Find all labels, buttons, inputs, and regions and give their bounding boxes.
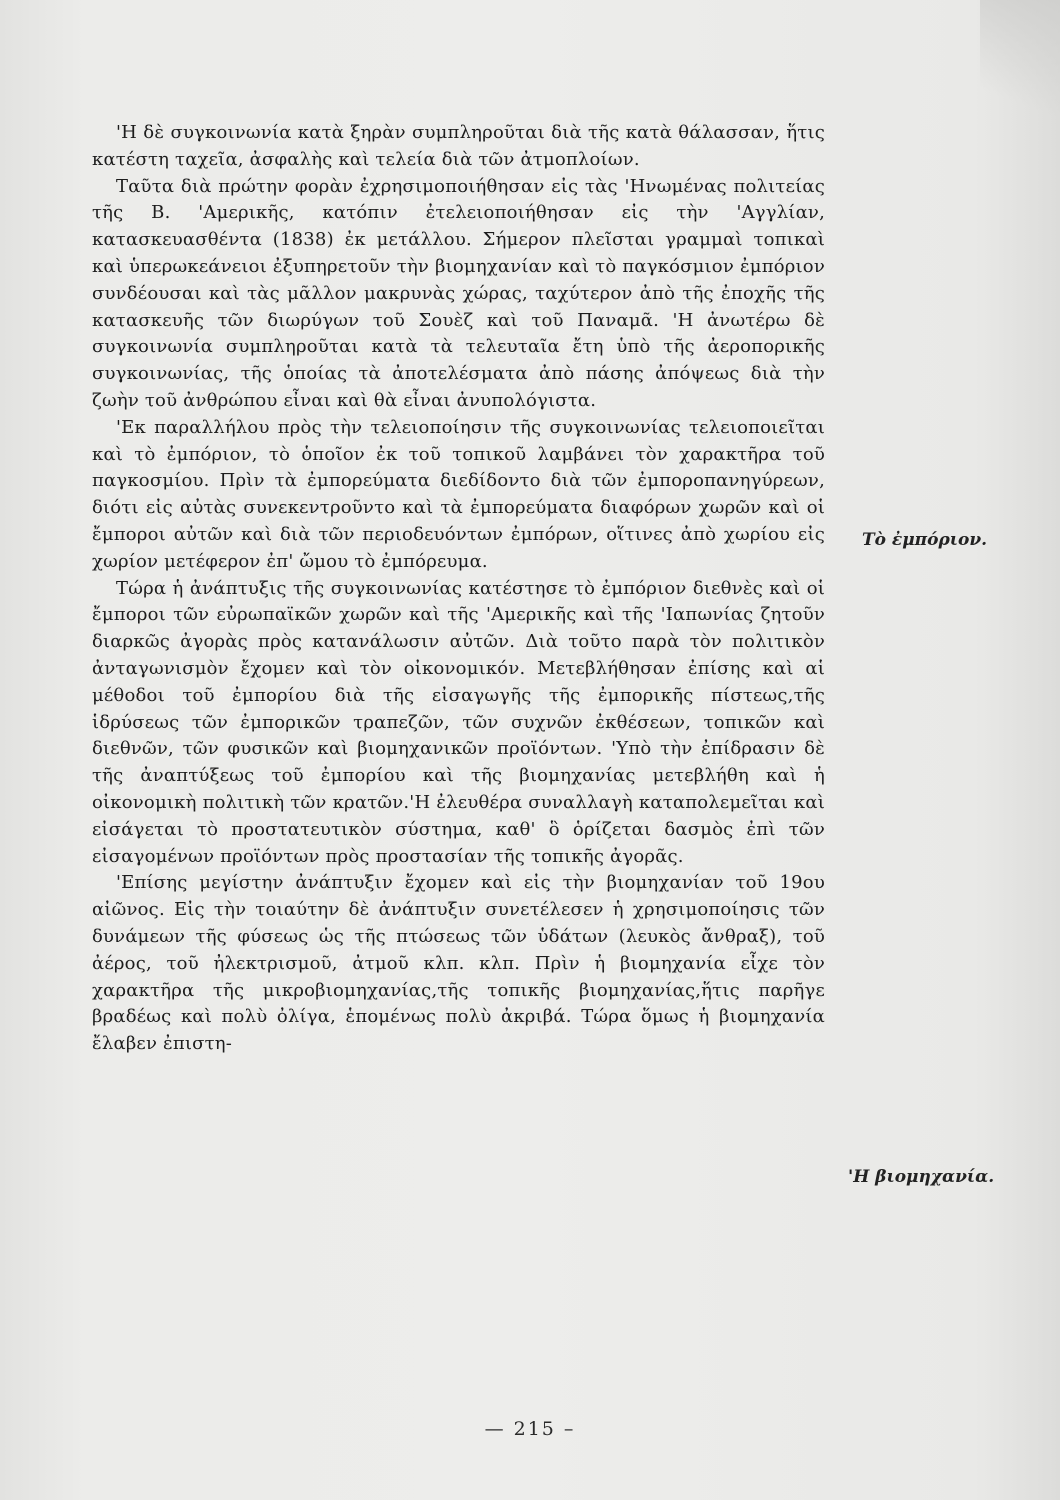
- paragraph-land-sea-communication: 'Η δὲ συγκοινωνία κατὰ ξηρὰν συμπληροῦται διὰ τῆς κατὰ θάλασσαν, ἥτις κατέστη ταχεῖα, ἀσφαλὴς καὶ τελεία διὰ τῶν ἀτμοπλοίων.: [92, 122, 825, 170]
- paragraph-steamships: Ταῦτα διὰ πρώτην φορὰν ἐχρησιμοποιήθησαν εἰς τὰς 'Ηνωμένας πολιτείας τῆς Β. 'Αμερικῆς, κατόπιν ἐτελειοποιήθησαν εἰς τὴν 'Αγγλίαν, κατασκευασθέντα (1838) ἐκ μετάλλου. Σήμερον πλεῖσται γραμμαὶ τοπικαὶ καὶ ὑπερωκεάνειοι ἐξυπηρετοῦν τὴν βιομηχανίαν καὶ τὸ παγκόσμιον ἐμπόριον συνδέουσαι καὶ τὰς μᾶλλον μακρυνὰς χώρας, ταχύτερον ἀπὸ τῆς ἐποχῆς τῆς κατασκευῆς τῶν διωρύγων τοῦ Σουὲζ καὶ τοῦ Παναμᾶ. 'Η ἀνωτέρω δὲ συγκοινωνία συμπληροῦται κατὰ τὰ τελευταῖα ἔτη ὑπὸ τῆς ἀεροπορικῆς συγκοινωνίας, τῆς ὁποίας τὰ ἀποτελέσματα ἀπὸ πάσης ἀπόψεως διὰ τὴν ζωὴν τοῦ ἀνθρώπου εἶναι καὶ θὰ εἶναι ἀνυπολόγιστα.: [92, 175, 825, 411]
- paragraph-international-trade: Τώρα ἡ ἀνάπτυξις τῆς συγκοινωνίας κατέστησε τὸ ἐμπόριον διεθνὲς καὶ οἱ ἔμποροι τῶν εὐρωπαϊκῶν χωρῶν καὶ τῆς 'Αμερικῆς καὶ τῆς 'Ιαπωνίας ζητοῦν διαρκῶς ἀγορὰς πρὸς κατανάλωσιν αὐτῶν. Διὰ τοῦτο παρὰ τὸν πολιτικὸν ἀνταγωνισμὸν ἔχομεν καὶ τὸν οἰκονομικόν. Μετεβλήθησαν ἐπίσης καὶ αἱ μέθοδοι τοῦ ἐμπορίου διὰ τῆς εἰσαγωγῆς τῆς ἐμπορικῆς πίστεως,τῆς ἱδρύσεως τῶν ἐμπορικῶν τραπεζῶν, τῶν συχνῶν ἐκθέσεων, τοπικῶν καὶ διεθνῶν, τῶν φυσικῶν καὶ βιομηχανικῶν προϊόντων. 'Υπὸ τὴν ἐπίδρασιν δὲ τῆς ἀναπτύξεως τοῦ ἐμπορίου καὶ τῆς βιομηχανίας μετεβλήθη καὶ ἡ οἰκονομικὴ πολιτικὴ τῶν κρατῶν.'Η ἐλευθέρα συναλλαγὴ καταπολεμεῖται καὶ εἰσάγεται τὸ προστατευτικὸν σύστημα, καθ' ὃ ὁρίζεται δασμὸς ἐπὶ τῶν εἰσαγομένων προϊόντων πρὸς προστασίαν τῆς τοπικῆς ἀγορᾶς.: [92, 577, 825, 867]
- margin-note-commerce: Τὸ ἐμπόριον.: [862, 530, 988, 550]
- page-number: — 215 –: [484, 1418, 576, 1440]
- paragraph-industry: 'Επίσης μεγίστην ἀνάπτυξιν ἔχομεν καὶ εἰς τὴν βιομηχανίαν τοῦ 19ου αἰῶνος. Εἰς τὴν τοιαύτην δὲ ἀνάπτυξιν συνετέλεσεν ἡ χρησιμοποίησις τῶν δυνάμεων τῆς φύσεως ὡς τῆς πτώσεως τῶν ὑδάτων (λευκὸς ἄνθραξ), τοῦ ἀέρος, τοῦ ἠλεκτρισμοῦ, ἀτμοῦ κλπ. κλπ. Πρὶν ἡ βιομηχανία εἶχε τὸν χαρακτῆρα τῆς μικροβιομηχανίας,τῆς τοπικῆς βιομηχανίας,ἥτις παρῆγε βραδέως καὶ πολὺ ὀλίγα, ἑπομένως πολὺ ἀκριβά. Τώρα ὅμως ἡ βιομηχανία ἔλαβεν ἐπιστη-: [92, 872, 825, 1055]
- scan-shadow: [980, 0, 1060, 140]
- body-text: [92, 120, 825, 1058]
- margin-note-industry: 'Η βιομηχανία.: [848, 1167, 995, 1187]
- paragraph-commerce: 'Εκ παραλλήλου πρὸς τὴν τελειοποίησιν τῆς συγκοινωνίας τελειοποιεῖται καὶ τὸ ἐμπόριον, τὸ ὁποῖον ἐκ τοῦ τοπικοῦ λαμβάνει τὸν χαρακτῆρα τοῦ παγκοσμίου. Πρὶν τὰ ἐμπορεύματα διεδίδοντο διὰ τῶν ἐμποροπανηγύρεων, διότι εἰς αὐτὰς συνεκεντροῦντο καὶ τὰ ἐμπορεύματα διαφόρων χωρῶν καὶ οἱ ἔμποροι αὐτῶν καὶ διὰ τῶν περιοδευόντων ἐμπόρων, οἵτινες ἀπὸ χωρίου εἰς χωρίον μετέφερον ἐπ' ὤμου τὸ ἐμπόρευμα.: [92, 416, 825, 572]
